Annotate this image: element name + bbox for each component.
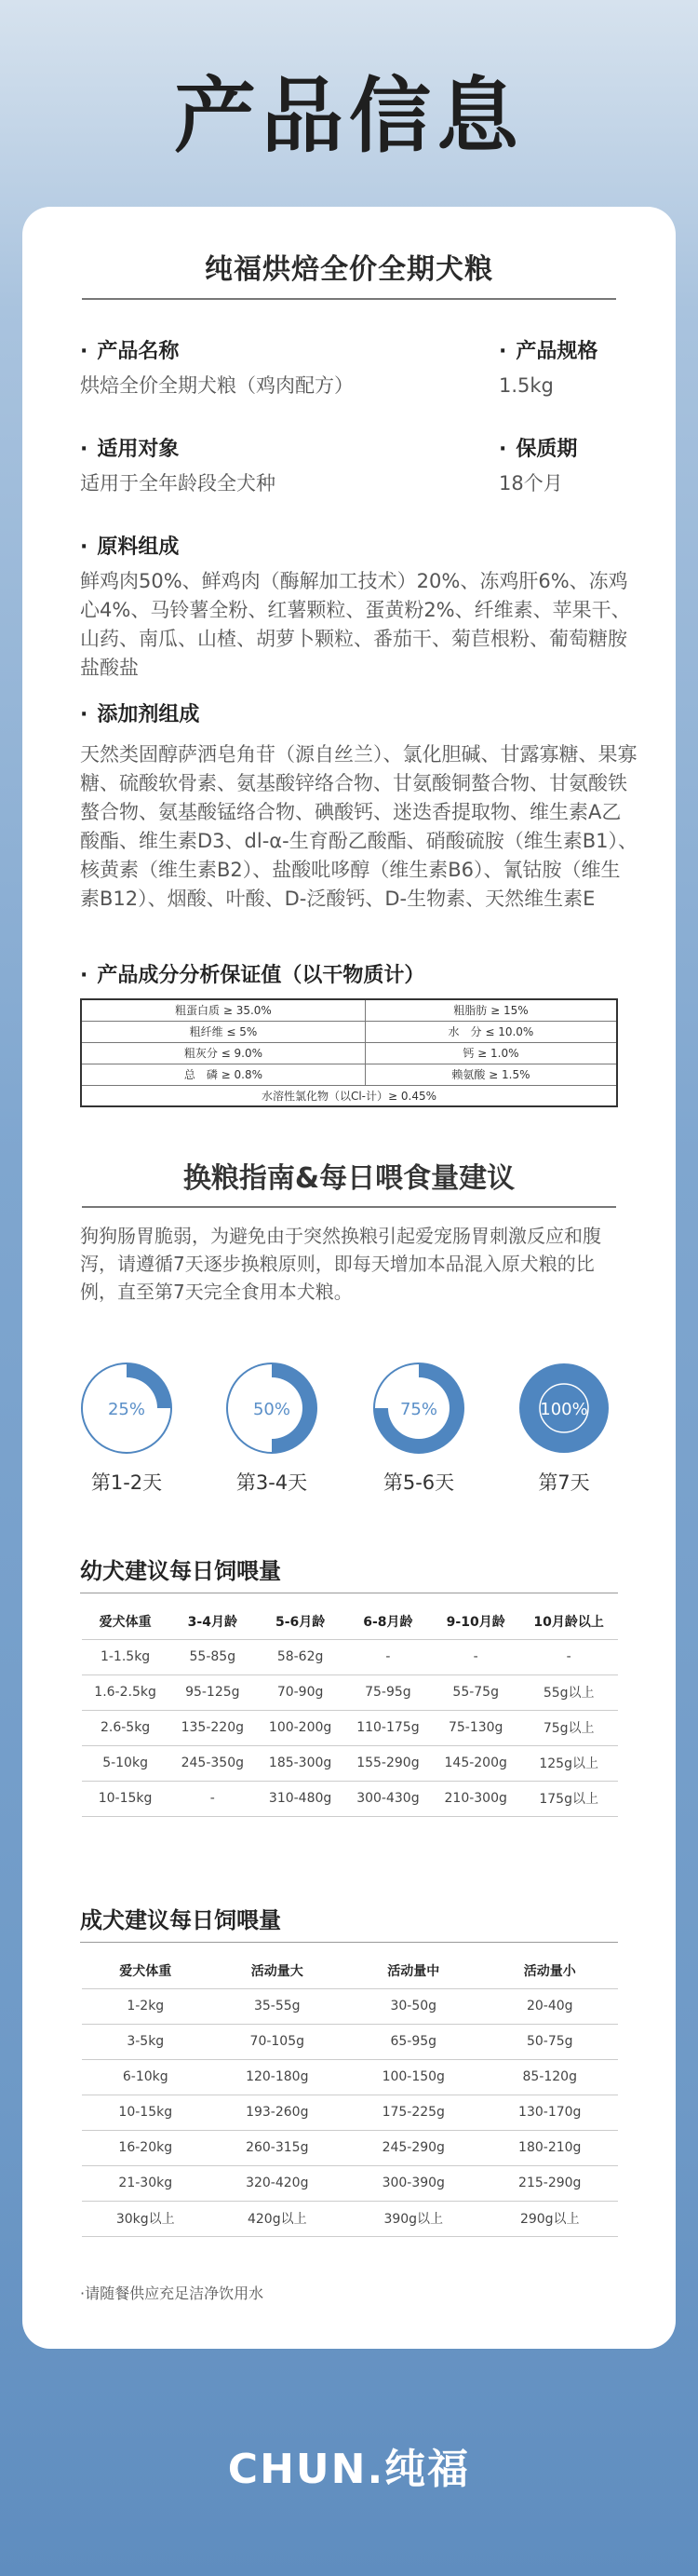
table-row: [81, 1085, 617, 1106]
table-cell: 85-120g: [482, 2059, 619, 2095]
ring-day-label: 第5-6天: [383, 1471, 455, 1494]
product-info-card: [22, 207, 676, 2349]
table-cell: 120-180g: [209, 2059, 345, 2095]
table-row: [81, 1042, 617, 1064]
product-name-value: 烘焙全价全期犬粮（鸡肉配方）: [80, 374, 354, 397]
table-cell: 58-62g: [256, 1639, 343, 1674]
analysis-table: [80, 998, 618, 1107]
ring-chart: [517, 1362, 611, 1455]
analysis-cell: 总 磷 ≥ 0.8%: [81, 1064, 365, 1085]
ring-day-label: 第3-4天: [235, 1471, 308, 1494]
table-row: [81, 1064, 617, 1085]
table-cell: 100-200g: [256, 1710, 343, 1745]
table-cell: 30kg以上: [82, 2201, 209, 2236]
table-cell: 130-170g: [482, 2095, 619, 2130]
table-header-cell: 3-4月龄: [168, 1604, 256, 1639]
table-cell: 245-290g: [345, 2130, 481, 2165]
ring-percent: 50%: [252, 1400, 291, 1419]
table-cell: 125g以上: [519, 1745, 618, 1781]
ring-day-label: 第7天: [538, 1471, 590, 1494]
table-cell: -: [432, 1639, 519, 1674]
field-product-name: [80, 335, 471, 400]
table-cell: 180-210g: [482, 2130, 619, 2165]
table-row: [82, 1988, 618, 2024]
table-cell: 300-430g: [344, 1781, 432, 1816]
water-note: ·请随餐供应充足洁净饮用水: [80, 2285, 264, 2302]
field-product-spec: [499, 335, 657, 400]
table-cell: 70-105g: [209, 2024, 345, 2059]
analysis-cell: 水 分 ≤ 10.0%: [365, 1021, 617, 1042]
table-cell: 2.6-5kg: [82, 1710, 168, 1745]
product-spec-label: · 产品规格: [499, 335, 657, 364]
table-cell: 290g以上: [482, 2201, 619, 2236]
table-cell: 390g以上: [345, 2201, 481, 2236]
table-cell: 65-95g: [345, 2024, 481, 2059]
table-cell: 6-10kg: [82, 2059, 209, 2095]
table-row: [82, 2095, 618, 2130]
table-cell: 193-260g: [209, 2095, 345, 2130]
table-header-cell: 爱犬体重: [82, 1604, 168, 1639]
table-row: [82, 2059, 618, 2095]
table-row: [82, 1781, 618, 1816]
table-header-cell: 5-6月龄: [256, 1604, 343, 1639]
brand-logo: CHUN.纯福: [227, 2446, 471, 2493]
analysis-cell: 水溶性氯化物（以Cl-计）≥ 0.45%: [81, 1085, 617, 1106]
table-cell: 55-75g: [432, 1674, 519, 1710]
additives-value: 天然类固醇萨洒皂角苷（源自丝兰）、氯化胆碱、甘露寡糖、果寡糖、硫酸软骨素、氨基酸锌络合物、甘氨酸铜螯合物、甘氨酸铁螯合物、氨基酸锰络合物、碘酸钙、迷迭香提取物、维生素A乙酸酯、维生素D3、dl-α-生育酚乙酸酯、硝酸硫胺（维生素B1）、核黄素（维生素B2）、盐酸吡哆醇（维生素B6）、氰钴胺（维生素B12）、烟酸、叶酸、D-泛酸钙、D-生物素、天然维生素E: [80, 743, 638, 910]
table-row: [82, 2201, 618, 2236]
table-cell: 50-75g: [482, 2024, 619, 2059]
field-target: [80, 433, 471, 498]
field-shelf-life: [499, 433, 657, 498]
table-cell: 55-85g: [168, 1639, 256, 1674]
adult-table-title: 成犬建议每日饲喂量: [80, 1907, 281, 1933]
table-cell: 95-125g: [168, 1674, 256, 1710]
table-header-cell: 9-10月龄: [432, 1604, 519, 1639]
table-cell: 75-95g: [344, 1674, 432, 1710]
table-cell: 245-350g: [168, 1745, 256, 1781]
table-row: [82, 1639, 618, 1674]
table-row: [82, 1710, 618, 1745]
field-ingredients: [80, 531, 638, 683]
table-cell: 75-130g: [432, 1710, 519, 1745]
table-cell: 310-480g: [256, 1781, 343, 1816]
table-row: [82, 2130, 618, 2165]
ring-item: [517, 1362, 611, 1496]
table-row: [82, 2165, 618, 2201]
shelf-life-value: 18个月: [499, 472, 563, 495]
target-value: 适用于全年龄段全犬种: [80, 472, 275, 495]
guide-title: 换粮指南&每日喂食量建议: [182, 1162, 516, 1195]
table-cell: 1-2kg: [82, 1988, 209, 2024]
table-cell: 215-290g: [482, 2165, 619, 2201]
ring-item: [372, 1362, 465, 1496]
table-cell: 3-5kg: [82, 2024, 209, 2059]
table-cell: -: [168, 1781, 256, 1816]
puppy-table-title: 幼犬建议每日饲喂量: [80, 1558, 281, 1584]
analysis-cell: 粗脂肪 ≥ 15%: [365, 999, 617, 1021]
ring-chart: [225, 1362, 318, 1455]
table-cell: -: [519, 1639, 618, 1674]
shelf-life-label: · 保质期: [499, 433, 657, 462]
table-cell: -: [344, 1639, 432, 1674]
table-cell: 1.6-2.5kg: [82, 1674, 168, 1710]
table-cell: 10-15kg: [82, 1781, 168, 1816]
table-header-cell: 活动量大: [209, 1953, 345, 1988]
table-cell: 21-30kg: [82, 2165, 209, 2201]
ring-percent: 100%: [540, 1400, 588, 1419]
ingredients-label: · 原料组成: [80, 531, 638, 560]
table-header-cell: 活动量中: [345, 1953, 481, 1988]
ring-item: [80, 1362, 173, 1496]
analysis-cell: 钙 ≥ 1.0%: [365, 1042, 617, 1064]
table-cell: 5-10kg: [82, 1745, 168, 1781]
table-cell: 30-50g: [345, 1988, 481, 2024]
table-header-cell: 10月龄以上: [519, 1604, 618, 1639]
product-spec-value: 1.5kg: [499, 374, 554, 397]
table-cell: 1-1.5kg: [82, 1639, 168, 1674]
table-cell: 100-150g: [345, 2059, 481, 2095]
page-title: 产品信息: [173, 68, 524, 164]
ring-chart: [80, 1362, 173, 1455]
ring-item: [225, 1362, 318, 1496]
guide-divider: [82, 1206, 616, 1208]
target-label: · 适用对象: [80, 433, 471, 462]
table-header-row: [82, 1953, 618, 1988]
table-row: [82, 1674, 618, 1710]
field-analysis: [80, 959, 638, 988]
table-cell: 75g以上: [519, 1710, 618, 1745]
table-header-cell: 活动量小: [482, 1953, 619, 1988]
table-row: [82, 1745, 618, 1781]
table-cell: 70-90g: [256, 1674, 343, 1710]
table-cell: 260-315g: [209, 2130, 345, 2165]
ring-percent: 25%: [107, 1400, 146, 1419]
adult-table-divider: [80, 1942, 618, 1943]
table-cell: 420g以上: [209, 2201, 345, 2236]
product-name-label: · 产品名称: [80, 335, 471, 364]
table-cell: 145-200g: [432, 1745, 519, 1781]
table-row: [82, 2024, 618, 2059]
analysis-cell: 粗纤维 ≤ 5%: [81, 1021, 365, 1042]
puppy-feeding-table: [82, 1604, 618, 1817]
table-cell: 55g以上: [519, 1674, 618, 1710]
table-cell: 135-220g: [168, 1710, 256, 1745]
table-cell: 155-290g: [344, 1745, 432, 1781]
ingredients-value: 鲜鸡肉50%、鲜鸡肉（酶解加工技术）20%、冻鸡肝6%、冻鸡心4%、马铃薯全粉、红薯颗粒、蛋黄粉2%、纤维素、苹果干、山药、南瓜、山楂、胡萝卜颗粒、番茄干、菊苣根粉、葡萄糖胺盐酸盐: [80, 570, 631, 679]
analysis-cell: 赖氨酸 ≥ 1.5%: [365, 1064, 617, 1085]
table-cell: 185-300g: [256, 1745, 343, 1781]
additives-label: · 添加剂组成: [80, 698, 638, 727]
analysis-label: · 产品成分分析保证值（以干物质计）: [80, 959, 638, 988]
ring-chart: [372, 1362, 465, 1455]
table-cell: 320-420g: [209, 2165, 345, 2201]
table-header-cell: 爱犬体重: [82, 1953, 209, 1988]
table-cell: 35-55g: [209, 1988, 345, 2024]
table-cell: 10-15kg: [82, 2095, 209, 2130]
table-header-row: [82, 1604, 618, 1639]
table-cell: 20-40g: [482, 1988, 619, 2024]
analysis-cell: 粗蛋白质 ≥ 35.0%: [81, 999, 365, 1021]
table-row: [81, 999, 617, 1021]
table-cell: 175g以上: [519, 1781, 618, 1816]
table-cell: 16-20kg: [82, 2130, 209, 2165]
table-cell: 110-175g: [344, 1710, 432, 1745]
ring-percent: 75%: [399, 1400, 438, 1419]
table-header-cell: 6-8月龄: [344, 1604, 432, 1639]
title-divider: [82, 298, 616, 300]
table-cell: 175-225g: [345, 2095, 481, 2130]
ring-day-label: 第1-2天: [90, 1471, 163, 1494]
table-row: [81, 1021, 617, 1042]
analysis-cell: 粗灰分 ≤ 9.0%: [81, 1042, 365, 1064]
table-cell: 210-300g: [432, 1781, 519, 1816]
adult-feeding-table: [82, 1953, 618, 2237]
table-cell: 300-390g: [345, 2165, 481, 2201]
field-additives: [80, 698, 638, 914]
product-title: 纯福烘焙全价全期犬粮: [205, 253, 493, 286]
guide-intro: 狗狗肠胃脆弱，为避免由于突然换粮引起爱宠肠胃刺激反应和腹泻，请遵循7天逐步换粮原则，即每天增加本品混入原犬粮的比例，直至第7天完全食用本犬粮。: [80, 1225, 601, 1303]
